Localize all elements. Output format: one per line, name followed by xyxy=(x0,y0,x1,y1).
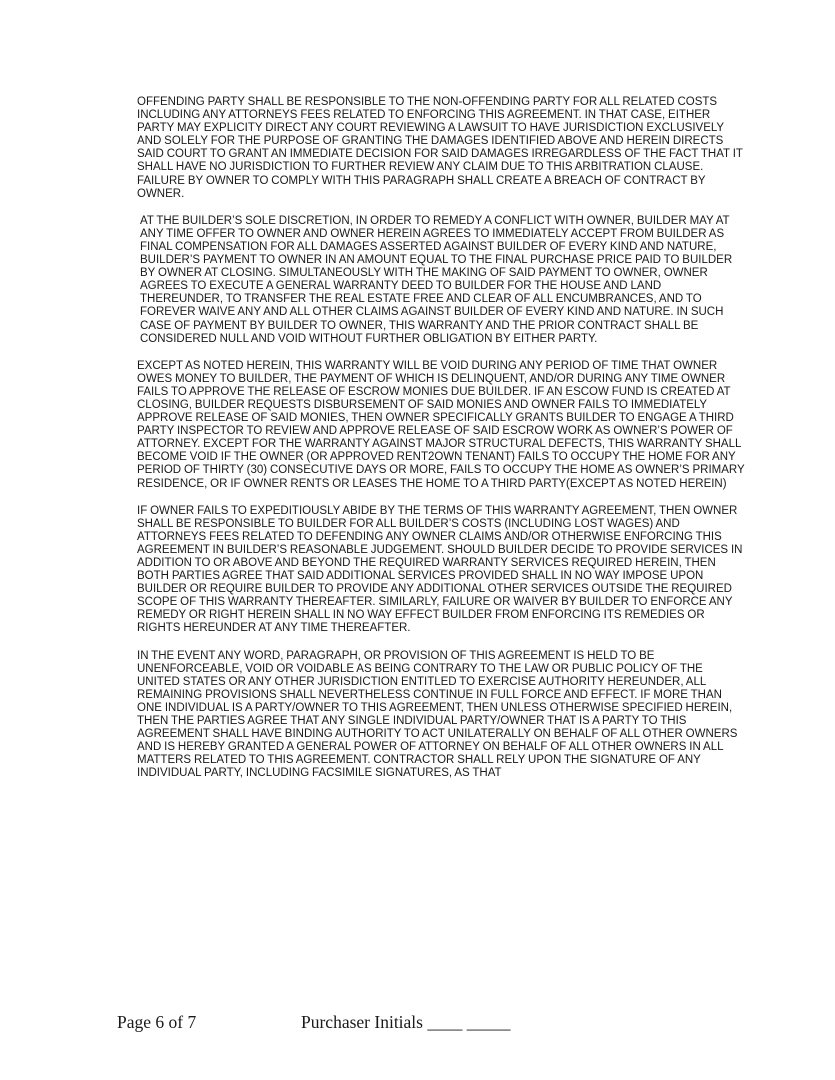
paragraph-builder-remedy: AT THE BUILDER’S SOLE DISCRETION, IN ORDER TO REMEDY A CONFLICT WITH OWNER, BUILDER MAY AT ANY TIME OFFER TO OWNER AND OWNER HEREIN AGREES TO IMMEDIATELY ACCEPT FROM BUILDER AS FINAL COMPENSATION FOR ALL DAMAGES ASSERTED AGAINST BUILDER OF EVERY KIND AND NATURE, BUILDER’S PAYMENT TO OWNER IN AN AMOUNT EQUAL TO THE FINAL PURCHASE PRICE PAID TO BUILDER BY OWNER AT CLOSING. SIMULTANEOUSLY WITH THE MAKING OF SAID PAYMENT TO OWNER, OWNER AGREES TO EXECUTE A GENERAL WARRANTY DEED TO BUILDER FOR THE HOUSE AND LAND THEREUNDER, TO TRANSFER THE REAL ESTATE FREE AND CLEAR OF ALL ENCUMBRANCES, AND TO FOREVER WAIVE ANY AND ALL OTHER CLAIMS AGAINST BUILDER OF EVERY KIND AND NATURE. IN SUCH CASE OF PAYMENT BY BUILDER TO OWNER, THIS WARRANTY AND THE PRIOR CONTRACT SHALL BE CONSIDERED NULL AND VOID WITHOUT FURTHER OBLIGATION BY EITHER PARTY. xyxy=(140,214,733,345)
paragraph-severability: IN THE EVENT ANY WORD, PARAGRAPH, OR PROVISION OF THIS AGREEMENT IS HELD TO BE UNENFORCEABLE, VOID OR VOIDABLE AS BEING CONTRARY TO THE LAW OR PUBLIC POLICY OF THE UNITED STATES OR ANY OTHER JURISDICTION ENTITLED TO EXERCISE AUTHORITY HEREUNDER, ALL REMAINING PROVISIONS SHALL NEVERTHELESS CONTINUE IN FULL FORCE AND EFFECT. IF MORE THAN ONE INDIVIDUAL IS A PARTY/OWNER TO THIS AGREEMENT, THEN UNLESS OTHERWISE SPECIFIED HEREIN, THEN THE PARTIES AGREE THAT ANY SINGLE INDIVIDUAL PARTY/OWNER THAT IS A PARTY TO THIS AGREEMENT SHALL HAVE BINDING AUTHORITY TO ACT UNILATERALLY ON BEHALF OF ALL OTHER OWNERS AND IS HEREBY GRANTED A GENERAL POWER OF ATTORNEY ON BEHALF OF ALL OTHER OWNERS IN ALL MATTERS RELATED TO THIS AGREEMENT. CONTRACTOR SHALL RELY UPON THE SIGNATURE OF ANY INDIVIDUAL PARTY, INCLUDING FACSIMILE SIGNATURES, AS THAT xyxy=(137,649,738,780)
paragraph-owner-obligations: IF OWNER FAILS TO EXPEDITIOUSLY ABIDE BY THE TERMS OF THIS WARRANTY AGREEMENT, THEN OWNER SHALL BE RESPONSIBLE TO BUILDER FOR ALL BUILDER’S COSTS (INCLUDING LOST WAGES) AND ATTORNEYS FEES RELATED TO DEFENDING ANY OWNER CLAIMS AND/OR OTHERWISE ENFORCING THIS AGREEMENT IN BUILDER’S REASONABLE JUDGEMENT. SHOULD BUILDER DECIDE TO PROVIDE SERVICES IN ADDITION TO OR ABOVE AND BEYOND THE REQUIRED WARRANTY SERVICES REQUIRED HEREIN, THEN BOTH PARTIES AGREE THAT SAID ADDITIONAL SERVICES PROVIDED SHALL IN NO WAY IMPOSE UPON BUILDER OR REQUIRE BUILDER TO PROVIDE ANY ADDITIONAL OTHER SERVICES OUTSIDE THE REQUIRED SCOPE OF THIS WARRANTY THEREAFTER. SIMILARLY, FAILURE OR WAIVER BY BUILDER TO ENFORCE ANY REMEDY OR RIGHT HEREIN SHALL IN NO WAY EFFECT BUILDER FROM ENFORCING ITS REMEDIES OR RIGHTS HEREUNDER AT ANY TIME THEREAFTER. xyxy=(137,504,743,635)
document-body xyxy=(137,96,745,795)
page-number: Page 6 of 7 xyxy=(117,1012,197,1032)
paragraph-warranty-void: EXCEPT AS NOTED HEREIN, THIS WARRANTY WILL BE VOID DURING ANY PERIOD OF TIME THAT OWNER OWES MONEY TO BUILDER, THE PAYMENT OF WHICH IS DELINQUENT, AND/OR DURING ANY TIME OWNER FAILS TO APPROVE THE RELEASE OF ESCROW MONIES DUE BUILDER. IF AN ESCOW FUND IS CREATED AT CLOSING, BUILDER REQUESTS DISBURSEMENT OF SAID MONIES AND OWNER FAILS TO IMMEDIATELY APPROVE RELEASE OF SAID MONIES, THEN OWNER SPECIFICALLY GRANTS BUILDER TO ENGAGE A THIRD PARTY INSPECTOR TO REVIEW AND APPROVE RELEASE OF SAID ESCROW WORK AS OWNER’S POWER OF ATTORNEY. EXCEPT FOR THE WARRANTY AGAINST MAJOR STRUCTURAL DEFECTS, THIS WARRANTY SHALL BECOME VOID IF THE OWNER (OR APPROVED RENT2OWN TENANT) FAILS TO OCCUPY THE HOME FOR ANY PERIOD OF THIRTY (30) CONSECUTIVE DAYS OR MORE, FAILS TO OCCUPY THE HOME AS OWNER’S PRIMARY RESIDENCE, OR IF OWNER RENTS OR LEASES THE HOME TO A THIRD PARTY(EXCEPT AS NOTED HEREIN) xyxy=(137,359,745,490)
purchaser-initials-field: Purchaser Initials ____ _____ xyxy=(301,1012,511,1032)
paragraph-arbitration-costs: OFFENDING PARTY SHALL BE RESPONSIBLE TO THE NON-OFFENDING PARTY FOR ALL RELATED COSTS INCLUDING ANY ATTORNEYS FEES RELATED TO ENFORCING THIS AGREEMENT. IN THAT CASE, EITHER PARTY MAY EXPLICITY DIRECT ANY COURT REVIEWING A LAWSUIT TO HAVE JURISDICTION EXCLUSIVELY AND SOLELY FOR THE PURPOSE OF GRANTING THE DAMAGES IDENTIFIED ABOVE AND HEREIN DIRECTS SAID COURT TO GRANT AN IMMEDIATE DECISION FOR SAID DAMAGES IRREGARDLESS OF THE FACT THAT IT SHALL HAVE NO JURISDICTION TO FURTHER REVIEW ANY CLAIM DUE TO THIS ARBITRATION CLAUSE. FAILURE BY OWNER TO COMPLY WITH THIS PARAGRAPH SHALL CREATE A BREACH OF CONTRACT BY OWNER. xyxy=(137,96,743,200)
